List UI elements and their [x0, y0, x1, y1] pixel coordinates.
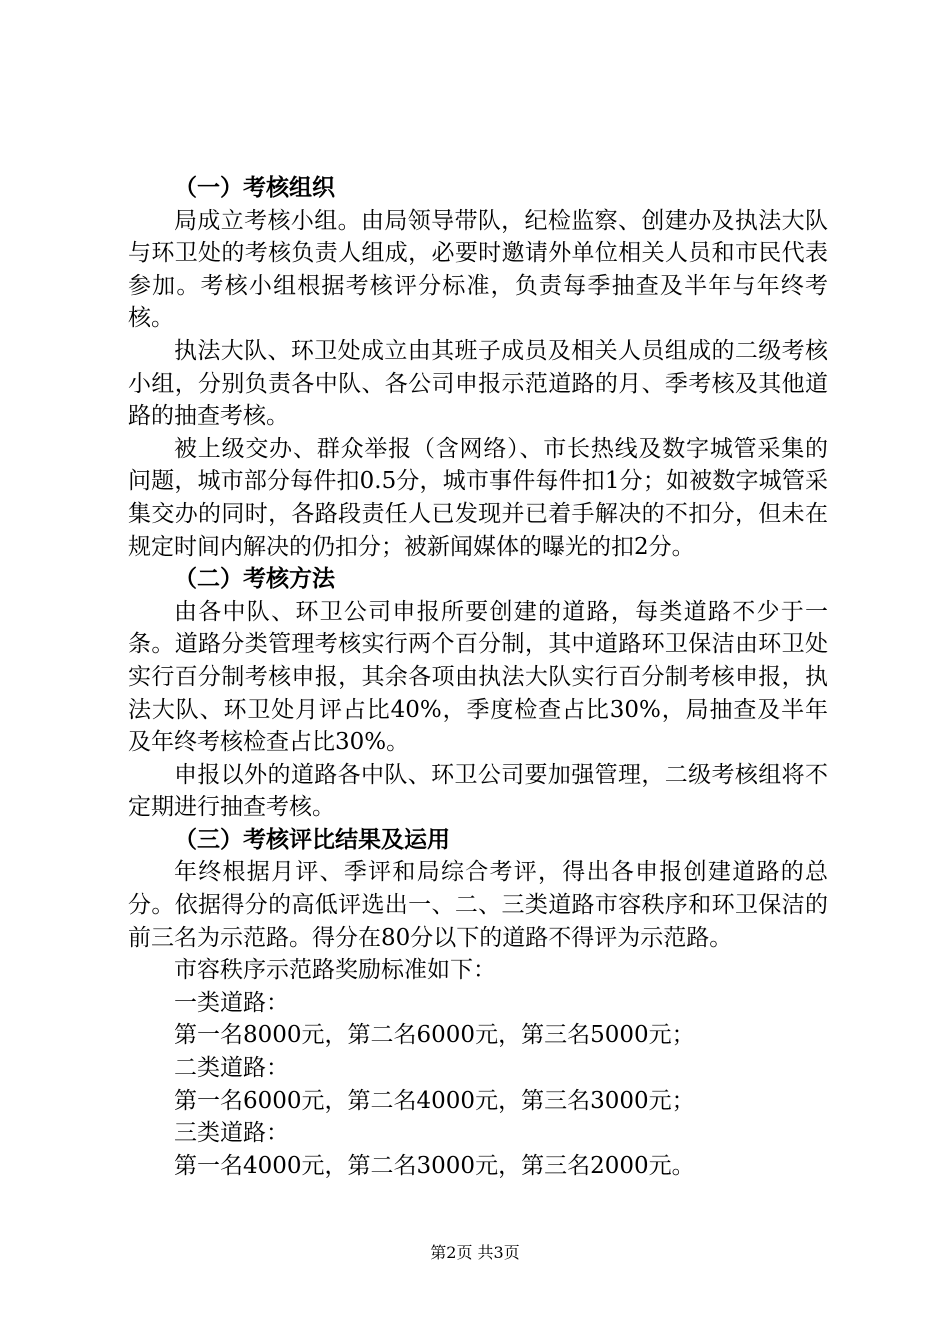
paragraph-organization-3: 被上级交办、群众举报（含网络）、市长热线及数字城管采集的问题，城市部分每件扣0.5分，城市事件每件扣1分；如被数字城管采集交办的同时，各路段责任人已发现并已着手解决的不扣分，但未在规定时间内解决的仍扣分；被新闻媒体的曝光的扣2分。: [128, 435, 828, 560]
reward-category-1-label: 一类道路：: [174, 989, 289, 1016]
reward-category-2-amounts: 第一名6000元，第二名4000元，第三名3000元；: [174, 1087, 695, 1114]
paragraph-organization-1: 局成立考核小组。由局领导带队，纪检监察、创建办及执法大队与环卫处的考核负责人组成，必要时邀请外单位相关人员和市民代表参加。考核小组根据考核评分标准，负责每季抽查及半年与年终考核。: [128, 207, 828, 332]
reward-category-1-amounts: 第一名8000元，第二名6000元，第三名5000元；: [174, 1022, 695, 1049]
section-heading-results: （三）考核评比结果及运用: [174, 826, 450, 853]
reward-category-3-label: 三类道路：: [174, 1120, 289, 1147]
paragraph-organization-2: 执法大队、环卫处成立由其班子成员及相关人员组成的二级考核小组，分别负责各中队、各公司申报示范道路的月、季考核及其他道路的抽查考核。: [128, 337, 828, 430]
paragraph-results-1: 年终根据月评、季评和局综合考评，得出各申报创建道路的总分。依据得分的高低评选出一、二、三类道路市容秩序和环卫保洁的前三名为示范路。得分在80分以下的道路不得评为示范路。: [128, 859, 828, 951]
section-heading-organization: （一）考核组织: [174, 175, 335, 201]
paragraph-method-1: 由各中队、环卫公司申报所要创建的道路，每类道路不少于一条。道路分类管理考核实行两个百分制，其中道路环卫保洁由环卫处实行百分制考核申报，其余各项由执法大队实行百分制考核申报，执法大队、环卫处月评占比40%，季度检查占比30%，局抽查及半年及年终考核检查占比30%。: [128, 598, 828, 756]
page-number-footer: 第2页 共3页: [430, 1243, 520, 1262]
reward-category-3-amounts: 第一名4000元，第二名3000元，第三名2000元。: [174, 1152, 695, 1179]
paragraph-method-2: 申报以外的道路各中队、环卫公司要加强管理，二级考核组将不定期进行抽查考核。: [128, 761, 828, 821]
reward-standard-intro: 市容秩序示范路奖励标准如下：: [174, 957, 496, 984]
reward-category-2-label: 二类道路：: [174, 1055, 289, 1082]
section-heading-method: （二）考核方法: [174, 566, 335, 593]
document-body: [128, 172, 828, 1182]
